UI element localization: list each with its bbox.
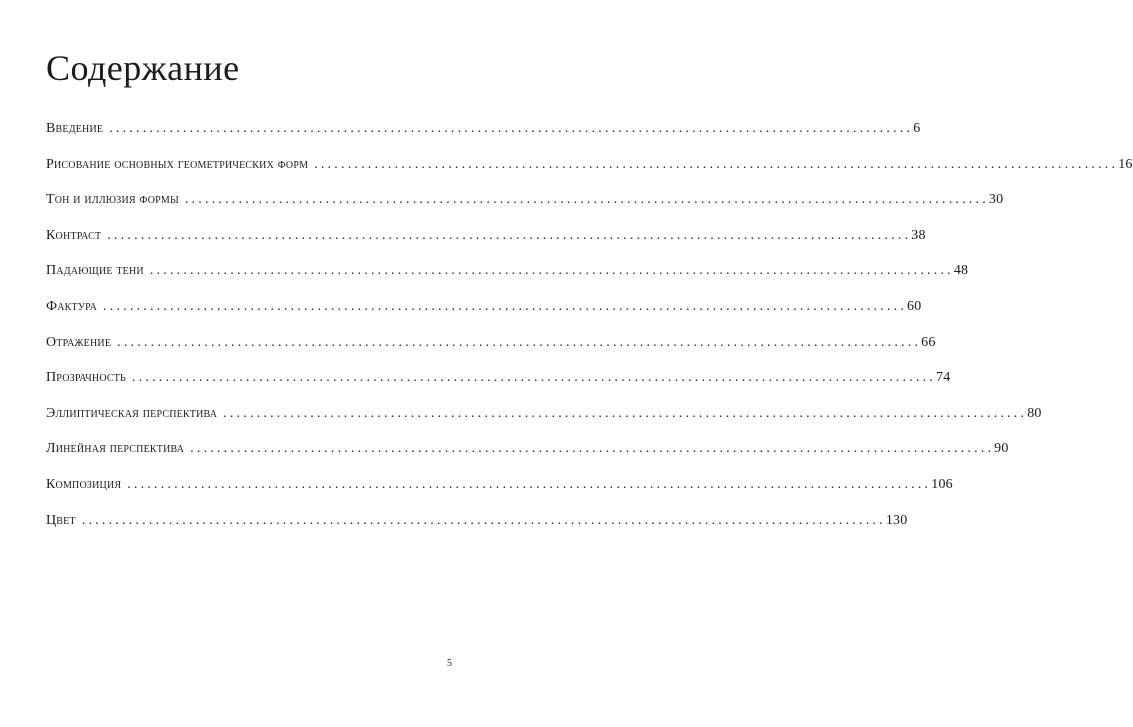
toc-entry-title: Прозрачность — [46, 370, 126, 386]
toc-dot-leader: ........................................................................................................................ — [117, 334, 922, 350]
toc-dot-leader: ........................................................................................................................ — [127, 476, 932, 492]
toc-entry[interactable] — [46, 192, 1004, 228]
toc-entry-title: Контраст — [46, 227, 102, 243]
toc-entry-page: 80 — [1027, 405, 1042, 421]
toc-dot-leader: ........................................................................................................................ — [184, 192, 989, 208]
toc-entry-title: Эллиптическая перспектива — [46, 405, 218, 421]
toc-entry[interactable] — [46, 121, 921, 157]
toc-entry[interactable] — [46, 156, 1133, 193]
toc-dot-leader: ........................................................................................................................ — [103, 298, 908, 314]
toc-entry[interactable] — [46, 263, 969, 299]
toc-entry-page: 38 — [911, 227, 926, 243]
page-number: 5 — [447, 658, 452, 669]
toc-entry-page: 16 — [1118, 156, 1133, 172]
toc-entry-page: 74 — [936, 370, 951, 386]
toc-entry-page: 130 — [885, 512, 908, 528]
toc-entry-title: Введение — [46, 121, 104, 136]
toc-dot-leader: ........................................................................................................................ — [109, 121, 914, 136]
page-title: Содержание — [46, 48, 240, 88]
toc-dot-leader: ........................................................................................................................ — [81, 512, 886, 528]
toc-dot-leader: ........................................................................................................................ — [190, 441, 995, 457]
toc-entry[interactable] — [46, 405, 1042, 442]
toc-entry[interactable] — [46, 476, 953, 513]
toc-dot-leader: ........................................................................................................................ — [107, 227, 912, 243]
toc-entry[interactable] — [46, 334, 936, 371]
toc-dot-leader: ........................................................................................................................ — [132, 370, 936, 386]
toc-entry[interactable] — [46, 298, 922, 335]
toc-dot-leader: ........................................................................................................................ — [223, 405, 1028, 421]
toc-entry-title: Линейная перспектива — [46, 441, 185, 457]
toc-entry-page: 106 — [931, 476, 953, 492]
toc-dot-leader: ........................................................................................................................ — [314, 156, 1119, 172]
toc-entry-title: Тон и иллюзия формы — [46, 192, 179, 208]
toc-entry[interactable] — [46, 227, 926, 264]
toc-entry-title: Фактура — [46, 298, 98, 314]
toc-entry[interactable] — [46, 441, 1009, 477]
toc-entry-title: Рисование основных геометрических форм — [46, 156, 309, 172]
toc-entry-title: Композиция — [46, 476, 122, 492]
table-of-contents — [46, 121, 1133, 548]
toc-entry-page: 48 — [953, 263, 969, 279]
toc-entry[interactable] — [46, 512, 908, 549]
toc-entry-title: Падающие тени — [46, 263, 144, 279]
toc-entry-title: Отражение — [46, 334, 112, 350]
toc-entry-page: 60 — [907, 298, 922, 314]
toc-dot-leader: ........................................................................................................................ — [149, 263, 954, 279]
toc-entry-page: 6 — [913, 121, 921, 136]
toc-entry-page: 66 — [921, 334, 936, 350]
toc-entry[interactable] — [46, 370, 951, 406]
toc-entry-title: Цвет — [46, 512, 76, 528]
toc-entry-page: 90 — [994, 441, 1009, 457]
toc-entry-page: 30 — [988, 192, 1004, 208]
